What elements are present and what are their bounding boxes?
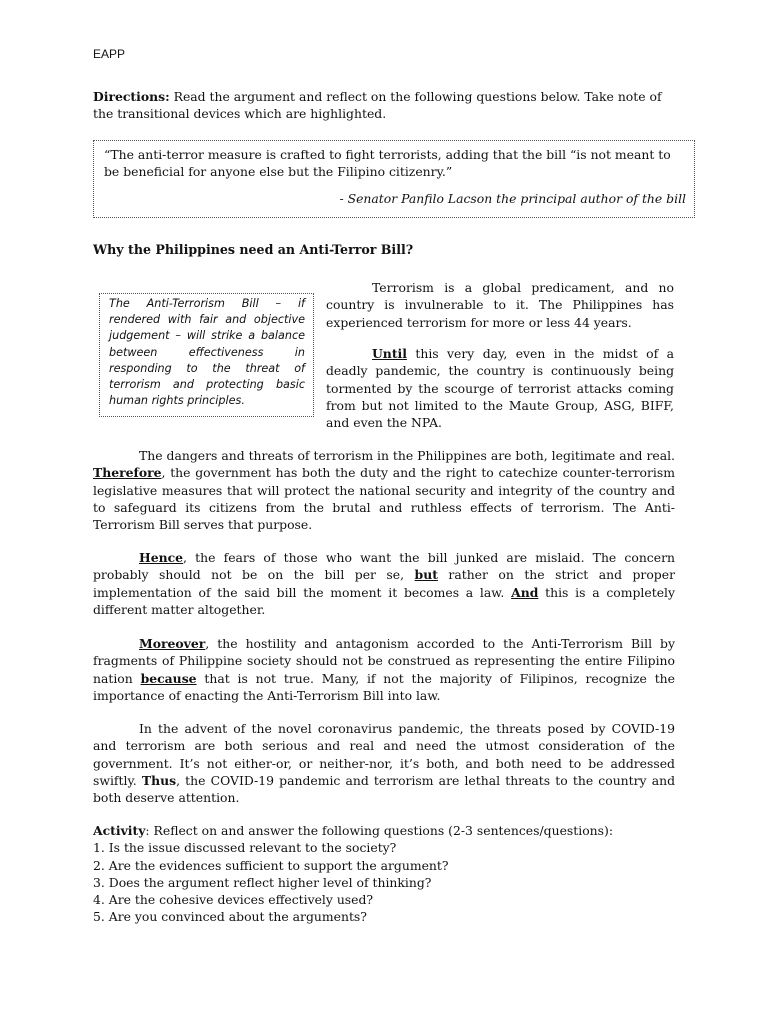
directions-paragraph bbox=[93, 88, 675, 123]
activity-instructions: : Reflect on and answer the following questions (2-3 sentences/questions): bbox=[145, 823, 614, 838]
quote-attribution: - Senator Panfilo Lacson the principal author of the bill bbox=[339, 190, 686, 206]
paragraph-2-text: this very day, even in the midst of a deadly pandemic, the country is continuously being tormented by the scourge of terrorist attacks coming from but not limited to the Maute Group, ASG, BIFF, and even the NPA. bbox=[326, 346, 674, 431]
paragraph-4-text-c: this is a completely different matter altogether. bbox=[93, 584, 675, 617]
paragraph-6 bbox=[93, 720, 675, 806]
directions-text: Read the argument and reflect on the following questions below. Take note of the transitional devices which are highlighted. bbox=[93, 89, 662, 122]
quote-text: “The anti-terror measure is crafted to fight terrorists, adding that the bill “is not meant to be beneficial for anyone else but the Filipino citizenry.” bbox=[104, 147, 671, 180]
paragraph-6-text-b: , the COVID-19 pandemic and terrorism are lethal threats to the country and both deserve attention. bbox=[93, 772, 675, 806]
transition-until: Until bbox=[372, 346, 407, 361]
paragraph-3-text-a: The dangers and threats of terrorism in the Philippines are both, legitimate and real. bbox=[139, 448, 675, 463]
transition-because: because bbox=[140, 670, 197, 686]
transition-thus: Thus bbox=[141, 772, 177, 788]
paragraph-6-text-a: In the advent of the novel coronavirus pandemic, the threats posed by COVID-19 and terrorism are both serious and real and need the utmost consideration of the government. It’s not either-or, or neither-nor, it’s both, and both need to be addressed swiftly. bbox=[93, 721, 675, 788]
paragraph-5 bbox=[93, 635, 675, 704]
quote-box bbox=[93, 140, 695, 218]
document-header: EAPP bbox=[93, 47, 126, 61]
transition-and: And bbox=[511, 584, 539, 600]
question-4: 4. Are the cohesive devices effectively used? bbox=[93, 892, 374, 908]
paragraph-1: Terrorism is a global predicament, and no country is invulnerable to it. The Philippines has experienced terrorism for more or less 44 years. bbox=[326, 280, 674, 330]
question-1: 1. Is the issue discussed relevant to the society? bbox=[93, 840, 397, 856]
transition-hence: Hence bbox=[139, 550, 184, 565]
question-5: 5. Are you convinced about the arguments? bbox=[93, 909, 367, 925]
activity-label: Activity bbox=[93, 823, 146, 838]
paragraph-4-text-b: rather on the strict and proper implementation of the said bill the moment it becomes a law. bbox=[93, 567, 675, 600]
paragraph-4 bbox=[93, 549, 675, 618]
question-2: 2. Are the evidences sufficient to support the argument? bbox=[93, 857, 449, 873]
paragraph-5-text-a: , the hostility and antagonism accorded to the Anti-Terrorism Bill by fragments of Philippine society should not be construed as representing the entire Filipino nation bbox=[93, 636, 675, 686]
paragraph-5-text-b: that is not true. Many, if not the majority of Filipinos, recognize the importance of enacting the Anti-Terrorism Bill into law. bbox=[93, 670, 675, 703]
paragraph-4-text-a: , the fears of those who want the bill junked are mislaid. The concern probably should not be on the bill per se, bbox=[93, 550, 675, 583]
transition-moreover: Moreover bbox=[139, 636, 206, 651]
paragraph-3-text-b: , the government has both the duty and the right to catechize counter-terrorism legislative measures that will protect the national security and integrity of the country and to safeguard its citizens from the brutal and ruthless effects of terrorism. The Anti-Terrorism Bill serves that purpose. bbox=[93, 465, 675, 533]
transition-but: but bbox=[414, 567, 438, 583]
section-heading: Why the Philippines need an Anti-Terror Bill? bbox=[93, 242, 414, 257]
directions-label: Directions: bbox=[93, 89, 170, 104]
paragraph-3 bbox=[93, 447, 675, 533]
activity-intro bbox=[93, 822, 693, 839]
question-3: 3. Does the argument reflect higher level of thinking? bbox=[93, 874, 432, 890]
transition-therefore: Therefore bbox=[93, 465, 162, 481]
pull-quote-text: The Anti-Terrorism Bill – if rendered with fair and objective judgement – will strike a balance between effectiveness in responding to the threat of terrorism and protecting basic human rights principles. bbox=[109, 297, 305, 408]
paragraph-2 bbox=[326, 345, 674, 431]
pull-quote-box bbox=[99, 293, 314, 417]
activity-section bbox=[93, 822, 693, 926]
